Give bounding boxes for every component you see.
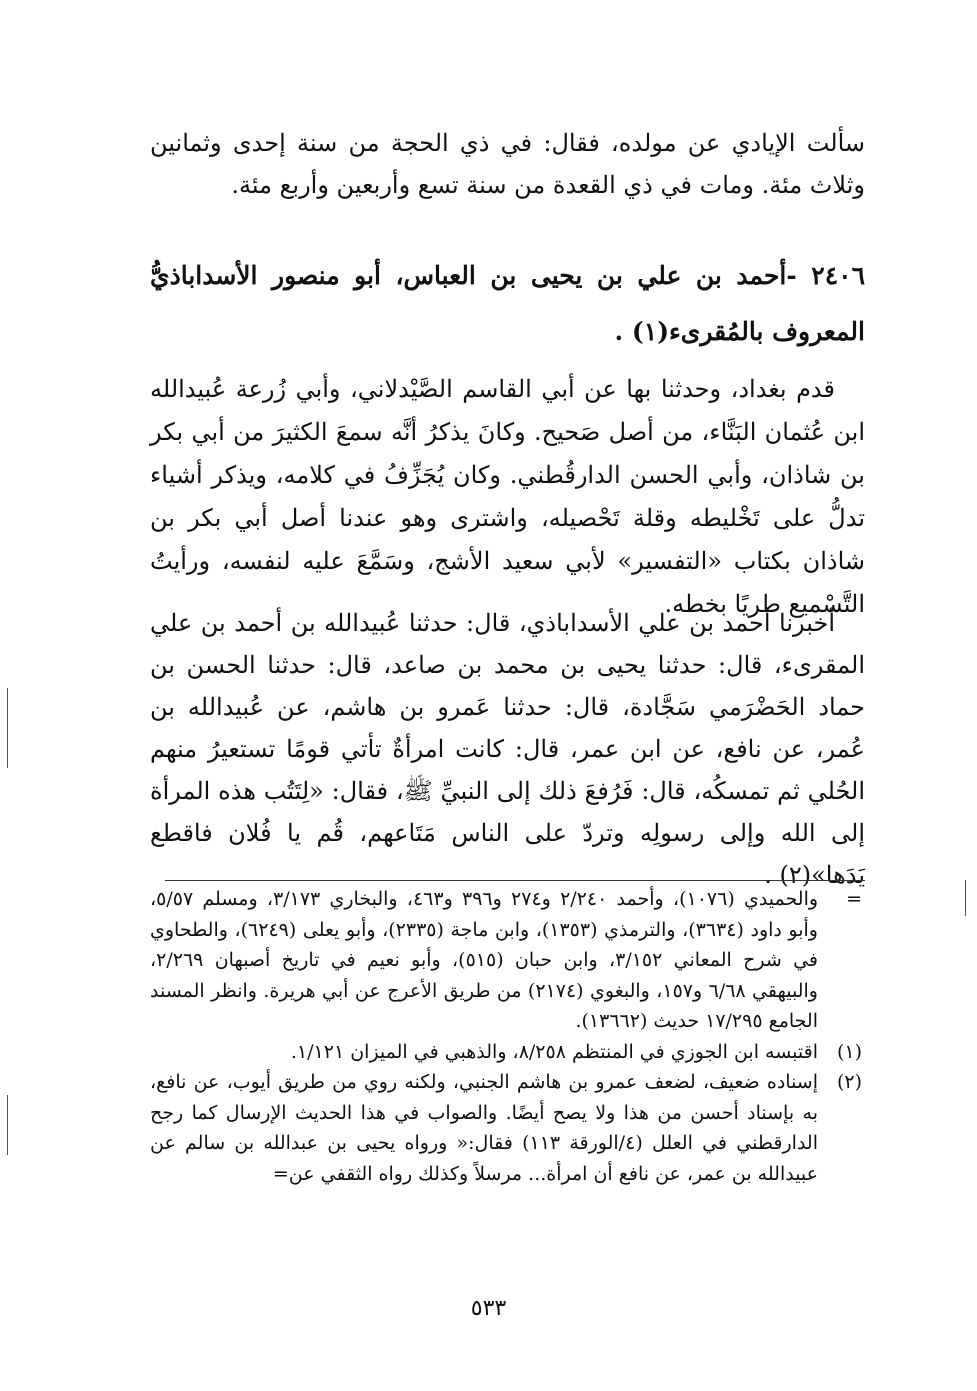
footnote-continuation [150, 884, 862, 1037]
footnote-marker: = [846, 888, 862, 910]
biography-paragraph-text: قدم بغداد، وحدثنا بها عن أبي القاسم الصَّيْدلاني، وأبي زُرعة عُبيدالله ابن عُثمان البَنَّاء، من أصل صَحيح. وكانَ يذكرُ أنَّه سمعَ الكثيرَ من أبي بكر بن شاذان، وأبي الحسن الدارقُطني. وكان يُجَزِّفُ في كلامه، ويذكر أشياء تدلُّ على تَخْليطه وقلة تَحْصيله، واشترى وهو عندنا أصل أبي بكر بن شاذان بكتاب «التفسير» لأبي سعيد الأشج، وسَمَّعَ عليه لنفسه، ورأيتُ التَّسْميع طريًا بخطه. [150, 375, 865, 618]
hadith-paragraph-text: أخبرنا أحمد بن علي الأسداباذي، قال: حدثنا عُبيدالله بن أحمد بن علي المقرىء، قال: حدثنا يحيى بن محمد بن صاعد، قال: حدثنا الحسن بن حماد الحَضْرَمي سَجَّادة، قال: حدثنا عَمرو بن هاشم، عن عُبيدالله بن عُمر، عن نافع، عن ابن عمر، قال: كانت امرأةٌ تأتي قومًا تستعيرُ منهم الحُلي ثم تمسكُه، قال: فَرُفعَ ذلك إلى النبيِّ ﷺ، فقال: «لِتَتُب هذه المرأة إلى الله وإلى رسولِه وتردّ على الناس مَتَاعهم، قُم يا فُلان فاقطع يَدَها»(٢) . [150, 609, 865, 889]
scan-margin-line [965, 880, 966, 916]
biography-paragraph [150, 368, 865, 626]
hadith-paragraph [150, 602, 865, 896]
footnote-text: إسناده ضعيف، لضعف عمرو بن هاشم الجنبي، ولكنه روي من طريق أيوب، عن نافع، به بإسناد أحسن من هذا ولا يصح أيضًا. والصواب في هذا الحديث الإرسال كما رجح الدارقطني في العلل (٤/الورقة ١١٣) فقال:« ورواه يحيى بن عبدالله بن سالم عن عبيدالله بن عمر، عن نافع أن امرأة... مرسلاً وكذلك رواه الثقفي عن= [150, 1071, 818, 1185]
footnote-1 [150, 1037, 862, 1068]
footnote-divider [165, 880, 865, 881]
intro-paragraph: سألت الإيادي عن مولده، فقال: في ذي الحجة من سنة إحدى وثمانين وثلاث مئة. ومات في ذي القعدة من سنة تسع وأربعين وأربع مئة. [150, 129, 865, 199]
entry-heading [150, 248, 865, 360]
scan-margin-line [7, 688, 8, 768]
footnote-marker: (١) [836, 1040, 862, 1063]
footnote-text: اقتبسه ابن الجوزي في المنتظم ٨/٢٥٨، والذهبي في الميزان ١/١٢١. [290, 1040, 818, 1063]
footnote-text: والحميدي (١٠٧٦)، وأحمد ٢/٢٤٠ و٢٧٤ و٣٩٦ و٤٦٣، والبخاري ٣/١٧٣، ومسلم ٥/٥٧، وأبو داود (٣٦٣٤)، والترمذي (١٣٥٣)، وابن ماجة (٢٣٣٥)، وأبو يعلى (٦٢٤٩)، والطحاوي في شرح المعاني ٣/١٥٢، وابن حبان (٥١٥)، وأبو نعيم في تاريخ أصبهان ٢/٢٦٩، والبيهقي ٦/٦٨ و١٥٧، والبغوي (٢١٧٤) من طريق الأعرج عن أبي هريرة. وانظر المسند الجامع ١٧/٢٩٥ حديث (١٣٦٦٢). [150, 888, 819, 1032]
scan-margin-line [7, 1095, 8, 1155]
entry-heading-text: ٢٤٠٦ -أحمد بن علي بن يحيى بن العباس، أبو منصور الأسداباذيُّ المعروف بالمُقرىء(١) . [150, 261, 865, 346]
intro-text-block [150, 122, 865, 206]
footnote-2 [150, 1067, 862, 1189]
footnote-marker: (٢) [836, 1071, 862, 1093]
page-number: ٥٣٣ [470, 1296, 507, 1321]
footnotes-section [150, 884, 862, 1189]
